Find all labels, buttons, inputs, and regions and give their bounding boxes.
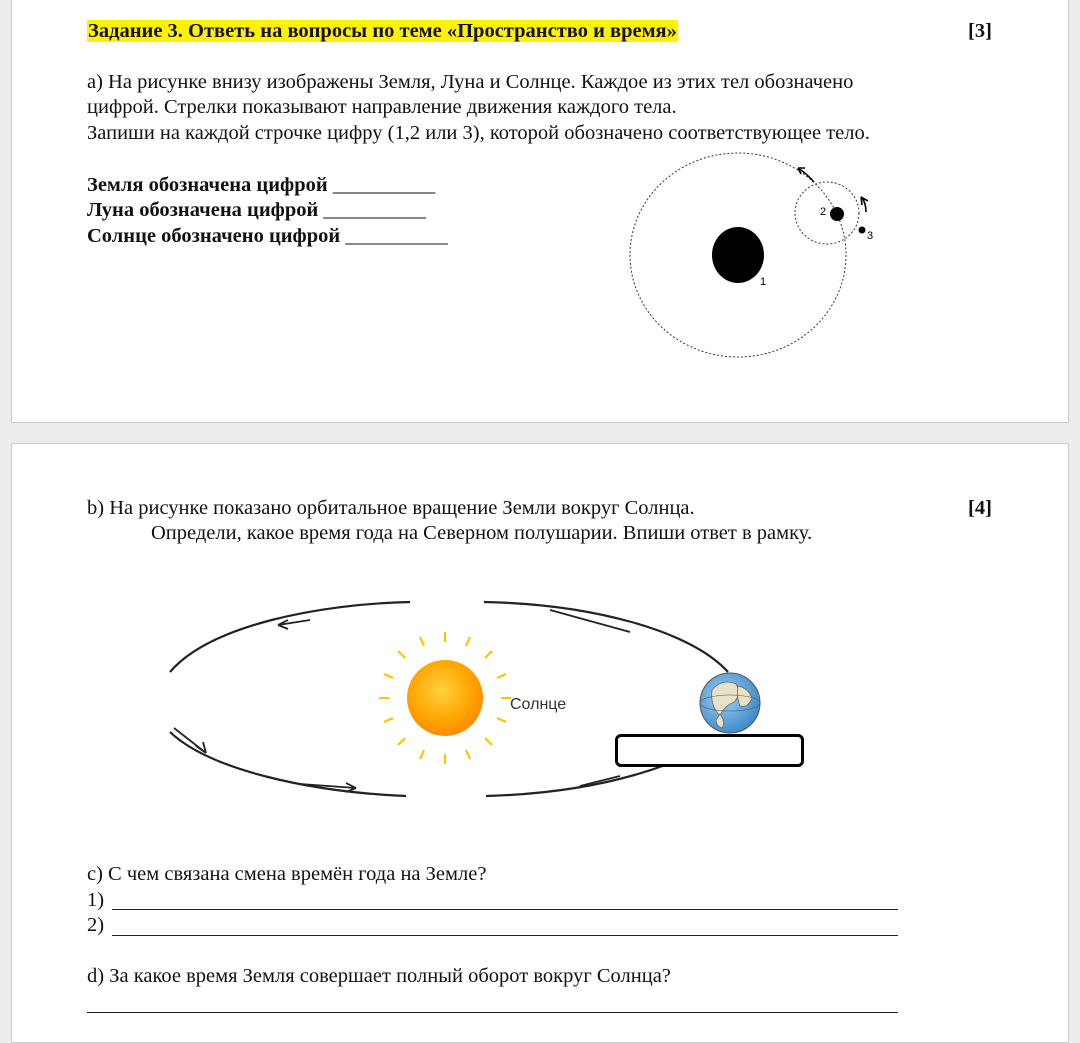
body-2 bbox=[830, 207, 844, 221]
moon-direction-arrow bbox=[861, 197, 868, 212]
sun-label: Солнце bbox=[510, 696, 567, 713]
orbit-diagram-b bbox=[160, 590, 830, 820]
moon-answer-row bbox=[87, 198, 426, 223]
season-answer-box[interactable] bbox=[615, 734, 804, 767]
part-c-question: с) С чем связана смена времён года на Земле? bbox=[87, 863, 487, 885]
body-3 bbox=[859, 227, 866, 234]
sun-answer-blank[interactable]: __________ bbox=[345, 225, 448, 247]
earth-answer-row bbox=[87, 173, 435, 198]
label-1: 1 bbox=[760, 276, 767, 288]
part-a-line3: Запиши на каждой строчке цифру (1,2 или 3), которой обозначено соответствующее тело. bbox=[87, 122, 870, 144]
task3-points: [3] bbox=[968, 20, 992, 42]
sun-prompt: Солнце обозначено цифрой bbox=[87, 225, 341, 247]
part-a-line1: а) На рисунке внизу изображены Земля, Луна и Солнце. Каждое из этих тел обозначено bbox=[87, 71, 854, 93]
moon-answer-blank[interactable]: __________ bbox=[323, 199, 426, 221]
part-c-answer-line-2[interactable] bbox=[112, 935, 898, 936]
part-c-item1-label: 1) bbox=[87, 889, 105, 911]
part-b-points: [4] bbox=[968, 497, 992, 519]
sun-answer-row bbox=[87, 224, 448, 249]
part-a-line2: цифрой. Стрелки показывают направление движения каждого тела. bbox=[87, 96, 677, 118]
moon-prompt: Луна обозначена цифрой bbox=[87, 199, 319, 221]
earth-prompt: Земля обозначена цифрой bbox=[87, 174, 328, 196]
part-b-line2: Определи, какое время года на Северном полушарии. Впиши ответ в рамку. bbox=[151, 522, 813, 544]
part-b-line1: b) На рисунке показано орбитальное вращение Земли вокруг Солнца. bbox=[87, 497, 695, 519]
label-2: 2 bbox=[820, 206, 827, 218]
part-c-item2-label: 2) bbox=[87, 914, 105, 936]
label-3: 3 bbox=[867, 230, 874, 242]
part-d-question: d) За какое время Земля совершает полный оборот вокруг Солнца? bbox=[87, 965, 671, 987]
body-1 bbox=[712, 227, 764, 283]
earth-answer-blank[interactable]: __________ bbox=[332, 174, 436, 196]
task3-title: Задание 3. Ответь на вопросы по теме «Пространство и время» bbox=[88, 20, 677, 42]
sun bbox=[379, 632, 511, 764]
part-d-answer-line[interactable] bbox=[87, 1012, 898, 1013]
orbit-diagram-a bbox=[600, 140, 890, 370]
earth-direction-arrow bbox=[798, 168, 814, 182]
moon-orbit-path bbox=[795, 182, 859, 244]
part-c-answer-line-1[interactable] bbox=[112, 909, 898, 910]
earth bbox=[700, 673, 760, 733]
